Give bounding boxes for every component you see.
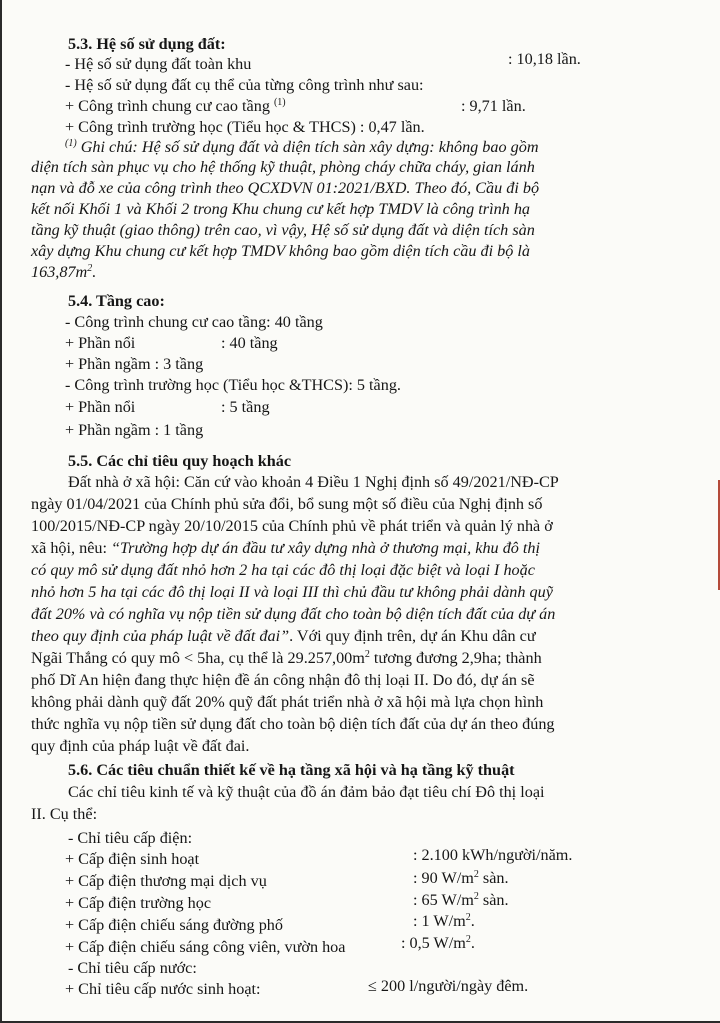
elec-row-value: : 1 $W/m^2$. <box>413 912 475 930</box>
floors-highrise-label: - Công trình chung cư cao tầng: 40 tầng <box>65 313 323 331</box>
water-row-label: + Chỉ tiêu cấp nước sinh hoạt: <box>65 980 261 998</box>
elec-row-label: + Cấp điện thương mại dịch vụ <box>65 872 267 890</box>
para-5-5-line-9: Ngãi Thắng có quy mô < 5ha, cụ thể là $29.257,00m^2$ tương đương 2,9ha; thành <box>31 649 542 667</box>
para-5-5-line-7: đất 20% và có nghĩa vụ nộp tiền sử dụng đất cho toàn bộ diện tích đất của dự án <box>31 605 556 623</box>
elec-row-label: + Cấp điện chiếu sáng đường phố <box>65 916 283 934</box>
page-left-border <box>0 0 2 1023</box>
land-use-highrise-row <box>65 96 286 116</box>
footnote-marker: (1) <box>65 138 77 149</box>
para-5-5-line-8: theo quy định của pháp luật về đất đai”. Với quy định trên, dự án Khu dân cư <box>31 627 536 645</box>
note-line-1: $^{(1)}$ Ghi chú: Hệ số sử dụng đất và diện tích sàn xây dựng: không bao gồm <box>65 138 539 156</box>
para-5-6-line-1: Các chỉ tiêu kinh tế và kỹ thuật của đồ án đảm bảo đạt tiêu chí Đô thị loại <box>68 783 545 801</box>
note-line-5: tầng kỹ thuật (giao thông) trên cao, vì vậy, Hệ số sử dụng đất và diện tích sàn <box>31 221 535 239</box>
para-5-5-line-6: nhỏ hơn 5 ha tại các đô thị loại II và loại III thì chủ đầu tư không phải dành quỹ <box>31 583 553 601</box>
elec-row-value: : 90 $W/m^2$ sàn. <box>413 869 509 887</box>
para-5-5-line-2: ngày 01/04/2021 của Chính phủ sửa đổi, bổ sung một số điều của Nghị định số <box>31 495 543 513</box>
para-5-5-line-3: 100/2015/NĐ-CP ngày 20/10/2015 của Chính phủ về phát triển và quản lý nhà ở <box>31 517 553 535</box>
note-line-3: nạn và đỗ xe của công trình theo QCXDVN 01:2021/BXD. Theo đó, Cầu đi bộ <box>31 179 540 197</box>
para-5-5-line-13: quy định của pháp luật về đất đai. <box>31 737 250 755</box>
note-line-6: xây dựng Khu chung cư kết hợp TMDV không bao gồm diện tích cầu đi bộ là <box>31 242 530 260</box>
elec-row-value: : 0,5 $W/m^2$. <box>401 934 475 952</box>
floors-school-above-label: + Phần nổi <box>65 398 136 416</box>
floors-highrise-above-value: : 40 tầng <box>221 334 278 352</box>
elec-row-label: + Cấp điện sinh hoạt <box>65 850 200 868</box>
electricity-title: - Chỉ tiêu cấp điện: <box>68 829 193 847</box>
para-5-5-line-11: không phải dành quỹ đất 20% quỹ đất phát triển nhà ở xã hội mà lựa chọn hình <box>31 693 544 711</box>
note-line-2: diện tích sàn phục vụ cho hệ thống kỹ thuật, phòng cháy chữa cháy, gian lánh <box>31 158 535 176</box>
floors-highrise-below: + Phần ngầm : 3 tầng <box>65 355 204 373</box>
para-5-5-line-12: thức nghĩa vụ nộp tiền sử dụng đất cho toàn bộ diện tích đất của dự án theo đúng <box>31 715 555 733</box>
elec-row-label: + Cấp điện chiếu sáng công viên, vườn hoa <box>65 938 346 956</box>
water-title: - Chỉ tiêu cấp nước: <box>68 959 197 977</box>
para-5-5-line-10: phố Dĩ An hiện đang thực hiện đề án công nhận đô thị loại II. Do đó, dự án sẽ <box>31 671 535 689</box>
footnote-marker: (1) <box>273 97 286 108</box>
elec-row-label: + Cấp điện trường học <box>65 894 212 912</box>
para-5-5-line-4: xã hội, nêu: “Trường hợp dự án đầu tư xây dựng nhà ở thương mại, khu đô thị <box>31 539 541 557</box>
section-5-3-heading: 5.3. Hệ số sử dụng đất: <box>68 35 226 53</box>
note-line-7: $163,87m^2$. <box>31 263 97 281</box>
floors-school-above-value: : 5 tầng <box>221 398 270 416</box>
elec-row-value: : 2.100 kWh/người/năm. <box>413 846 573 864</box>
para-5-5-line-5: có quy mô sử dụng đất nhỏ hơn 2 ha tại các đô thị loại đặc biệt và loại I hoặc <box>31 561 535 579</box>
land-use-highrise-label: + Công trình chung cư cao tầng <box>65 97 270 115</box>
land-use-total-value: : 10,18 lần. <box>508 50 581 68</box>
para-5-5-line-1: Đất nhà ở xã hội: Căn cứ vào khoản 4 Điều 1 Nghị định số 49/2021/NĐ-CP <box>68 473 559 491</box>
floors-highrise-above-label: + Phần nổi <box>65 334 136 352</box>
elec-row-value: : 65 $W/m^2$ sàn. <box>413 891 509 909</box>
land-use-total-label: - Hệ số sử dụng đất toàn khu <box>65 55 252 73</box>
land-use-school-row: + Công trình trường học (Tiểu học & THCS) : 0,47 lần. <box>65 118 425 136</box>
section-5-5-heading: 5.5. Các chỉ tiêu quy hoạch khác <box>68 452 292 470</box>
margin-scan-mark <box>711 480 720 590</box>
land-use-detail-label: - Hệ số sử dụng đất cụ thể của từng công trình như sau: <box>65 76 424 94</box>
water-row-value: ≤ 200 l/người/ngày đêm. <box>368 977 529 995</box>
note-line-4: kết nối Khối 1 và Khối 2 trong Khu chung cư kết hợp TMDV là công trình hạ <box>31 200 531 218</box>
floors-school-label: - Công trình trường học (Tiểu học &THCS): 5 tầng. <box>65 376 401 394</box>
floors-school-below: + Phần ngầm : 1 tầng <box>65 421 204 439</box>
section-5-4-heading: 5.4. Tầng cao: <box>68 292 165 310</box>
para-5-6-line-2: II. Cụ thể: <box>31 805 98 823</box>
section-5-6-heading: 5.6. Các tiêu chuẩn thiết kế về hạ tầng xã hội và hạ tầng kỹ thuật <box>68 761 515 779</box>
land-use-highrise-value: : 9,71 lần. <box>461 97 526 115</box>
